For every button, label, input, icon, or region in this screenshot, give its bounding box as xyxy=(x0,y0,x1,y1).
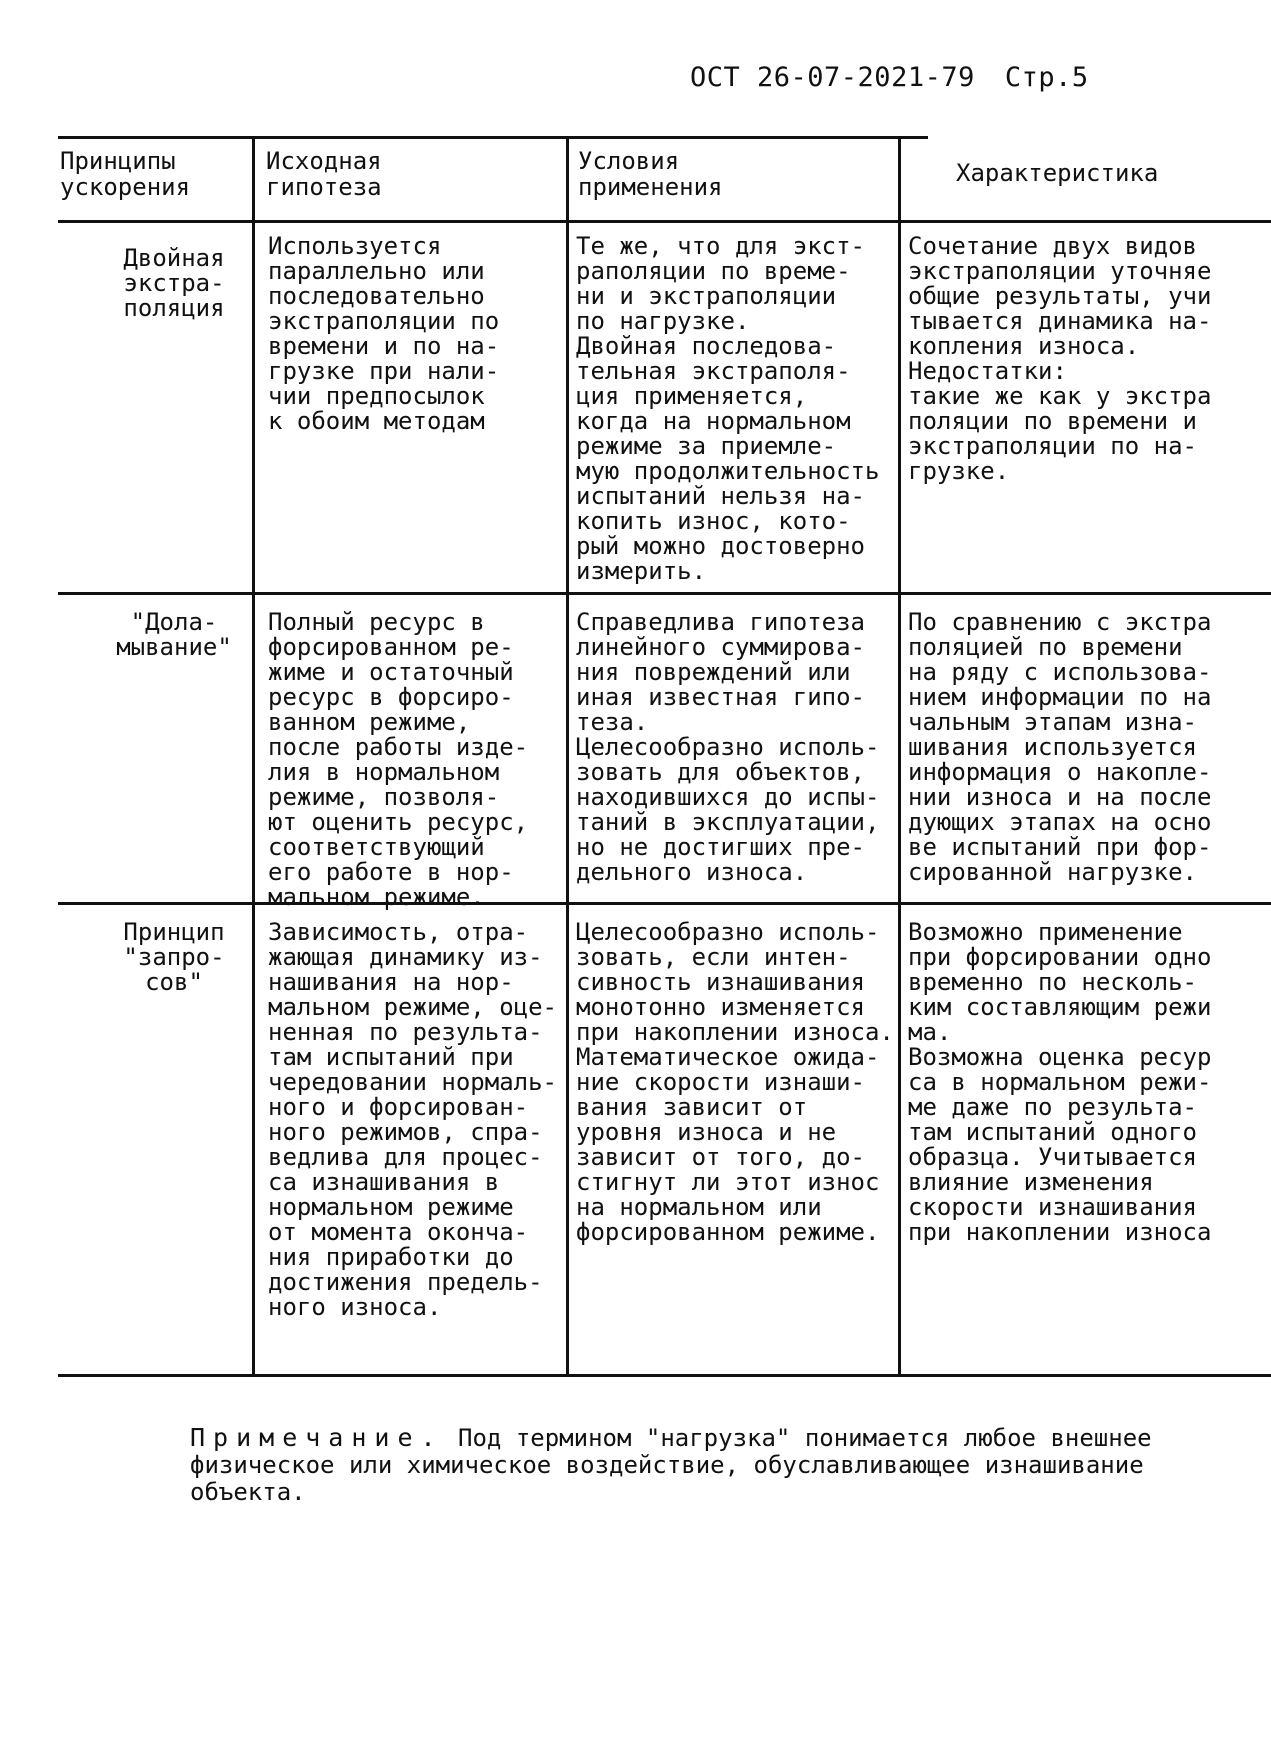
row-1-principle: Двойная экстра- поляция xyxy=(123,246,225,321)
table-bottom-border xyxy=(58,1374,1271,1377)
column-header-hypothesis: Исходная гипотеза xyxy=(266,148,382,200)
column-divider-3 xyxy=(898,136,901,1377)
column-header-conditions: Условия применения xyxy=(578,148,723,200)
table-top-border xyxy=(58,136,928,139)
row-3-characteristic: Возможно применение при форсировании одно временно по несколь- ким составляющим режи ма. Возможна оценка ресур са в нормальном режи- ме даже по результа- там испытаний одного образца. Учитывается влияние изменения скорости изнашивания при накоплении износа xyxy=(908,920,1212,1245)
note-label: Примечание. xyxy=(190,1423,444,1452)
column-header-characteristic: Характеристика xyxy=(956,160,1159,186)
row-3-conditions: Целесообразно исполь- зовать, если интен- сивность изнашивания монотонно изменяется при накоплении износа. Математическое ожида- ние скорости изнаши- вания зависит от уровня износа и не зависит от того, до- стигнут ли этот износ на нормальном или форсированном режиме. xyxy=(576,920,894,1245)
column-header-principle: Принципы ускорения xyxy=(60,148,191,200)
row-3-hypothesis: Зависимость, отра- жающая динамику из- нашивания на нор- мальном режиме, оце- ненная по результа- там испытаний при чередовании нормаль- ного и форсирован- ного режимов, спра- ведлива для процес- са изнашивания в нормальном режиме от момента оконча- ния приработки до достижения предель- ного износа. xyxy=(268,920,557,1320)
acceleration-principles-table xyxy=(58,136,1271,1376)
row-1-conditions: Те же, что для экст- раполяции по време- ни и экстраполяции по нагрузке. Двойная последова- тельная экстраполя- ция применяется, когда на нормальном режиме за приемле- мую продолжительность испытаний нельзя на- копить износ, кото- рый можно достоверно измерить. xyxy=(576,234,880,584)
row-2-hypothesis: Полный ресурс в форсированном ре- жиме и остаточный ресурс в форсиро- ванном режиме, после работы изде- лия в нормальном режиме, позволя- ют оценить ресурс, соответствующий его работе в нор- мальном режиме. xyxy=(268,610,529,910)
footnote xyxy=(190,1424,1190,1506)
row-3-principle: Принцип "запро- сов" xyxy=(123,920,225,995)
page-number: Стр.5 xyxy=(1004,62,1089,93)
row-1-characteristic: Сочетание двух видов экстраполяции уточняе общие результаты, учи тывается динамика на- копления износа. Недостатки: такие же как у экстра поляции по времени и экстраполяции по на- грузке. xyxy=(908,234,1212,484)
row-2-principle: "Дола- мывание" xyxy=(116,610,232,660)
row-2-characteristic: По сравнению с экстра поляцией по времени на ряду с использова- нием информации по на чальным этапам изна- шивания используется информация о накопле- нии износа и на после дующих этапах на осно ве испытаний при фор- сированной нагрузке. xyxy=(908,610,1212,885)
row-1-bottom-border xyxy=(58,592,1271,595)
column-divider-1 xyxy=(252,136,255,1377)
row-1-hypothesis: Используется параллельно или последовательно экстраполяции по времени и по на- грузке при нали- чии предпосылок к обоим методам xyxy=(268,234,500,434)
page-header xyxy=(690,62,1089,93)
row-2-bottom-border xyxy=(58,902,1271,905)
note-text: Под термином "нагрузка" понимается любое внешнее физическое или химическое воздействие, обуславливающее изнашивание объекта. xyxy=(190,1424,1152,1506)
column-divider-2 xyxy=(566,136,569,1377)
row-2-conditions: Справедлива гипотеза линейного суммирова- ния повреждений или иная известная гипо- теза. Целесообразно исполь- зовать для объектов, находившихся до испы- таний в эксплуатации, но не достигших пре- дельного износа. xyxy=(576,610,880,885)
document-number: ОСТ 26-07-2021-79 xyxy=(690,62,975,93)
header-bottom-border xyxy=(58,220,1271,223)
